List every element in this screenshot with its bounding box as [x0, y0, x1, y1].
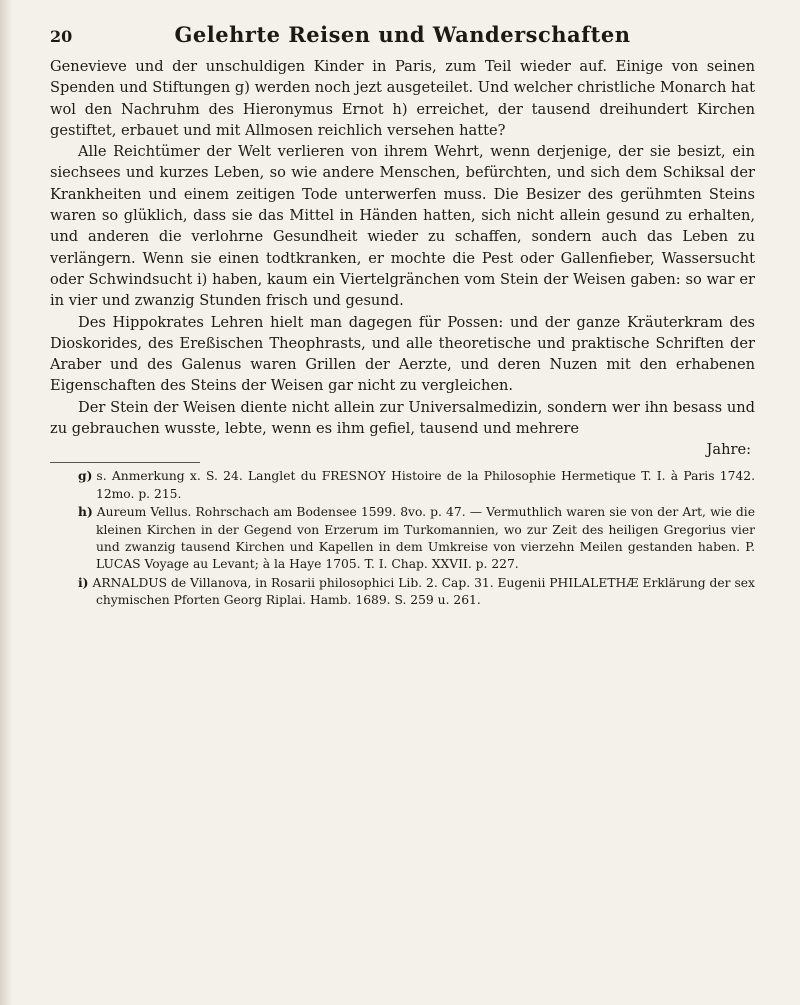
running-head [50, 22, 755, 48]
running-title: Gelehrte Reisen und Wanderschaften [174, 22, 631, 47]
footnote-text: ARNALDUS de Villanova, in Rosarii philosophici Lib. 2. Cap. 31. Eugenii PHILALETHÆ Erklärung der sex chymischen Pforten Georg Riplai. Hamb. 1689. S. 259 u. 261. [92, 575, 755, 608]
paragraph: Der Stein der Weisen diente nicht allein zur Universalmedizin, sondern wer ihn besass und zu gebrauchen wusste, lebte, wenn es ihm gefiel, tausend und mehrere [50, 398, 755, 438]
footnote [78, 503, 755, 574]
footnote-mark: g) [78, 468, 93, 484]
page-number: 20 [50, 27, 73, 46]
book-page [50, 22, 755, 982]
page-edge [0, 0, 12, 1005]
footnotes [50, 467, 755, 609]
footnote [78, 574, 755, 610]
footnote-mark: i) [78, 574, 89, 590]
footnote-mark: h) [78, 504, 93, 520]
catchword: Jahre: [706, 441, 751, 459]
body-text [50, 56, 755, 439]
footnote-text: Aureum Vellus. Rohrschach am Bodensee 1599. 8vo. p. 47. — Vermuthlich waren sie von der Art, wie die kleinen Kirchen in der Gegend von Erzerum im Turkomannien, wo zur Zeit des heiligen Gregorius vier und zwanzig tausend Kirchen und Kapellen in dem Umkreise von vierzehn Meilen gestanden haben. P. LUCAS Voyage au Levant; à la Haye 1705. T. I. Chap. XXVII. p. 227. [96, 505, 755, 572]
paragraph: Des Hippokrates Lehren hielt man dagegen für Possen: und der ganze Kräuterkram des Dioskorides, des Ereßischen Theophrasts, und alle theoretische und praktische Schriften der Araber und des Galenus waren Grillen der Aerzte, und deren Nuzen mit den erhabenen Eigenschaften des Steins der Weisen gar nicht zu vergleichen. [50, 313, 755, 395]
paragraph: Alle Reichtümer der Welt verlieren von ihrem Wehrt, wenn derjenige, der sie besizt, ein siechsees und kurzes Leben, so wie andere Menschen, befürchten, und sich dem Schiksal der Krankheiten und einem zeitigen Tode unterwerfen muss. Die Besizer des gerühmten Steins waren so glüklich, dass sie das Mittel in Händen hatten, sich nicht allein gesund zu erhalten, und anderen die verlohrne Gesundheit wieder zu schaffen, sondern auch das Leben zu verlängern. Wenn sie einen todtkranken, er mochte die Pest oder Gallenfieber, Wassersucht oder Schwindsucht i) haben, kaum ein Viertelgränchen vom Stein der Weisen gaben: so war er in vier und zwanzig Stunden frisch und gesund. [50, 143, 755, 310]
footnote-text: s. Anmerkung x. S. 24. Langlet du FRESNOY Histoire de la Philosophie Hermetique T. I. à Paris 1742. 12mo. p. 215. [96, 469, 755, 501]
footnote [78, 467, 755, 503]
paragraph: Genevieve und der unschuldigen Kinder in Paris, zum Teil wieder auf. Einige von seinen Spenden und Stiftungen g) werden noch jezt ausgeteilet. Und welcher christliche Monarch hat wol den Nachruhm des Hieronymus Ernot h) erreichet, der tausend dreihundert Kirchen gestiftet, erbauet und mit Allmosen reichlich versehen hatte? [50, 58, 755, 139]
footnote-rule [50, 462, 200, 463]
